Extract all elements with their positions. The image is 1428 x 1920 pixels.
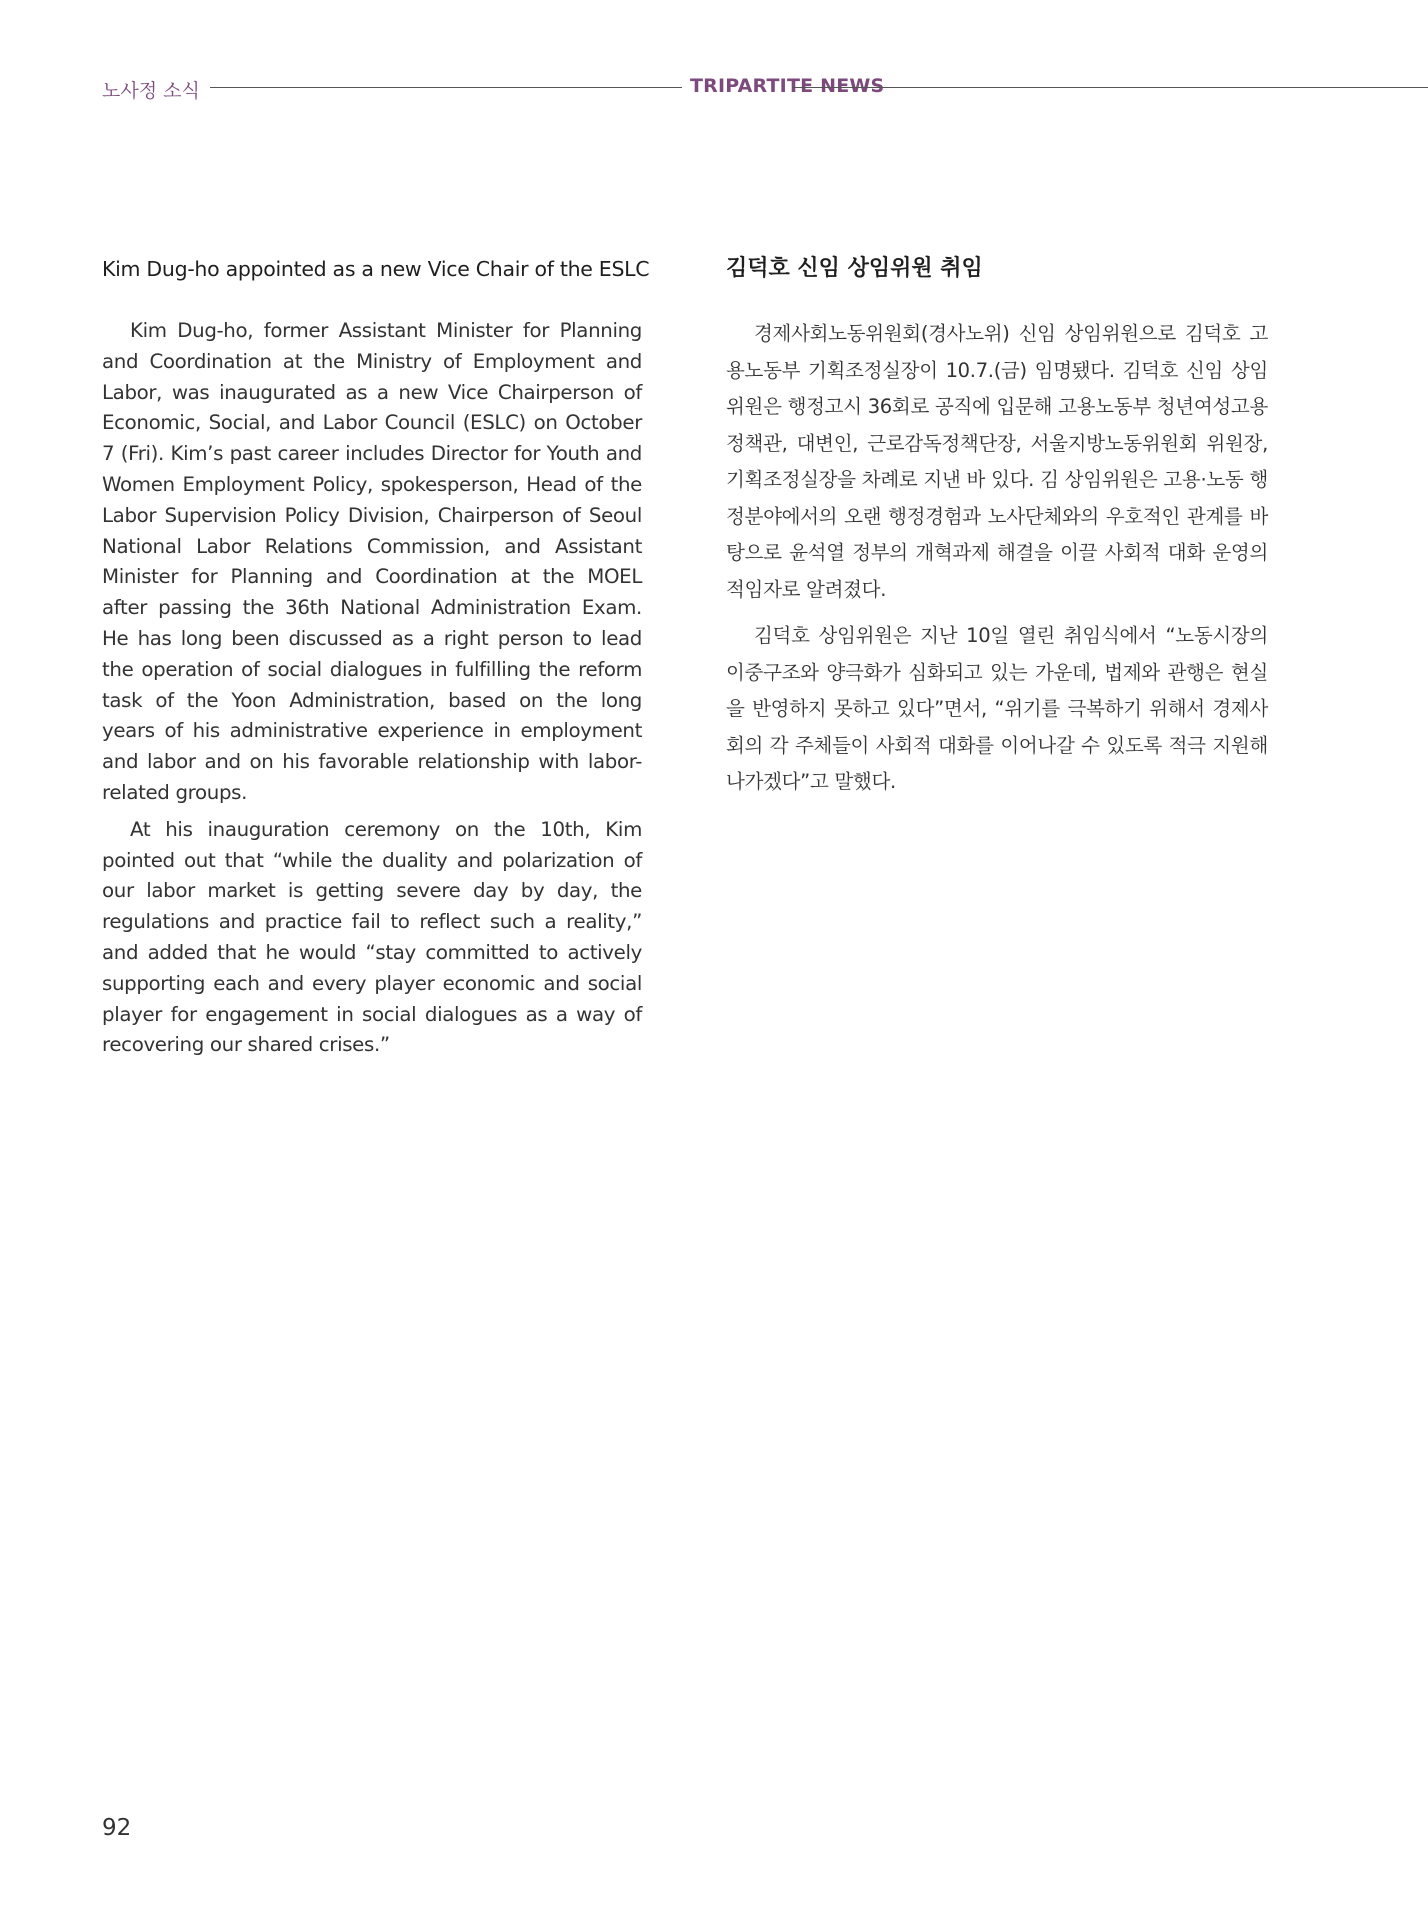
section-label: 노사정 소식: [102, 80, 200, 102]
english-heading: Kim Dug-ho appointed as a new Vice Chair of the ESLC: [102, 257, 650, 281]
english-column: [102, 255, 650, 1067]
english-paragraph-2: At his inauguration ceremony on the 10th, Kim pointed out that “while the duality and polarization of our labor market is getting severe day by day, the regulations and practice fail to reflect such a reality,” and added that he would “stay committed to actively supporting each and every player economic and social player for engagement in social dialogues as a way of recovering our shared crises.”: [102, 817, 642, 1057]
page-number: 92: [102, 1815, 132, 1841]
header-title: TRIPARTITE NEWS: [690, 75, 885, 97]
header-rule-left: [210, 87, 682, 88]
header-rule-right: [792, 87, 1428, 88]
korean-column: [726, 255, 1268, 811]
page-header: [102, 72, 1428, 104]
korean-paragraph-1: 경제사회노동위원회(경사노위) 신임 상임위원으로 김덕호 고용노동부 기획조정실장이 10.7.(금) 임명됐다. 김덕호 신임 상임위원은 행정고시 36회로 공직에 입문해 고용노동부 청년여성고용정책관, 대변인, 근로감독정책단장, 서울지방노동위원회 위원장, 기획조정실장을 차례로 지낸 바 있다. 김 상임위원은 고용·노동 행정분야에서의 오랜 행정경험과 노사단체와의 우호적인 관계를 바탕으로 윤석열 정부의 개혁과제 해결을 이끌 사회적 대화 운영의 적임자로 알려졌다.: [726, 322, 1268, 601]
korean-paragraph-2: 김덕호 상임위원은 지난 10일 열린 취임식에서 “노동시장의 이중구조와 양극화가 심화되고 있는 가운데, 법제와 관행은 현실을 반영하지 못하고 있다”면서, “위기를 극복하기 위해서 경제사회의 각 주체들이 사회적 대화를 이어나갈 수 있도록 적극 지원해 나가겠다”고 말했다.: [726, 624, 1268, 793]
korean-heading: 김덕호 신임 상임위원 취임: [726, 256, 983, 281]
english-paragraph-1: Kim Dug-ho, former Assistant Minister for Planning and Coordination at the Ministry of Employment and Labor, was inaugurated as a new Vice Chairperson of Economic, Social, and Labor Council (ESLC) on October 7 (Fri). Kim’s past career includes Director for Youth and Women Employment Policy, spokesperson, Head of the Labor Supervision Policy Division, Chairperson of Seoul National Labor Relations Commission, and Assistant Minister for Planning and Coordination at the MOEL after passing the 36th National Administration Exam. He has long been discussed as a right person to lead the operation of social dialogues in fulfilling the reform task of the Yoon Administration, based on the long years of his administrative experience in employment and labor and on his favorable relationship with labor-related groups.: [102, 319, 642, 804]
